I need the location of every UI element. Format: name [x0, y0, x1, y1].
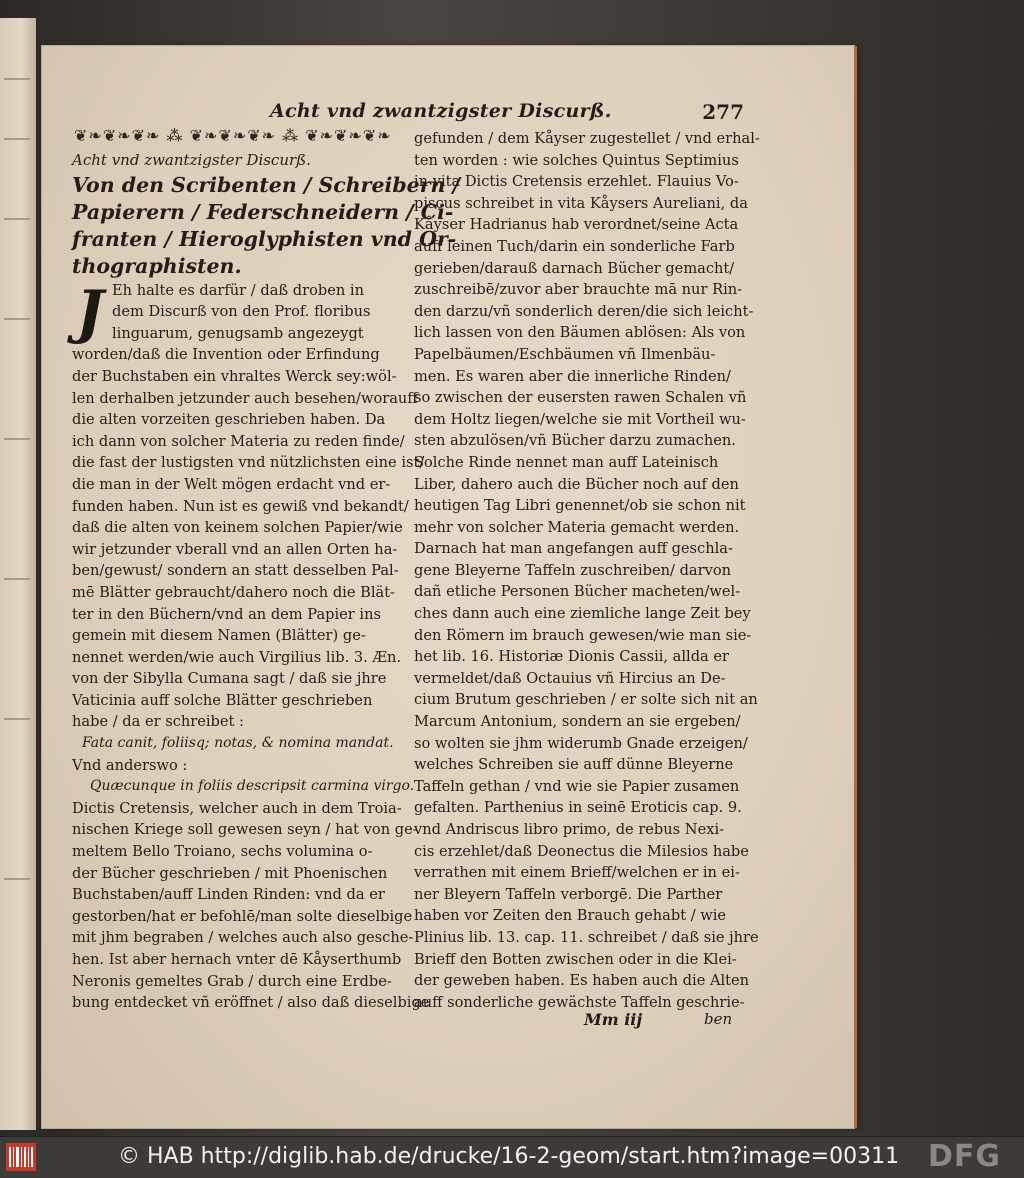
text-line: den darzu/vñ sonderlich deren/die sich leicht-: [414, 302, 754, 320]
text-line: gestorben/hat er befohlē/man solte dieselbige: [72, 907, 413, 925]
text-line: bung entdecket vñ eröffnet / also daß dieselbige: [72, 994, 430, 1012]
text-line: zuschreibē/zuvor aber brauchte mā nur Rin-: [414, 281, 743, 299]
text-line: in vita Dictis Cretensis erzehlet. Flauius Vo-: [414, 173, 739, 191]
text-line: Taffeln gethan / vnd wie sie Papier zusamen: [414, 777, 740, 795]
text-line: welches Schreiben sie auff dünne Bleyerne: [414, 756, 734, 774]
drop-capital: J: [76, 277, 104, 346]
text-line: Papelbäumen/Eschbäumen vñ Ilmenbäu-: [414, 345, 716, 363]
text-line: Darnach hat man angefangen auff geschla-: [414, 540, 733, 558]
text-line: dañ etliche Personen Bücher macheten/wel-: [414, 583, 741, 601]
text-line: ben/gewust/ sondern an statt desselben Pal-: [72, 562, 399, 580]
text-line: gerieben/darauß darnach Bücher gemacht/: [414, 259, 735, 277]
text-line: Eh halte es darfür / daß droben in: [112, 281, 364, 299]
text-line: gefalten. Parthenius in seinē Eroticis cap. 9.: [414, 799, 742, 817]
text-line: ches dann auch eine ziemliche lange Zeit bey: [414, 605, 751, 623]
barcode-icon: [6, 1143, 36, 1171]
dfg-logo: DFG: [928, 1139, 1002, 1174]
text-line: dem Discurß von den Prof. floribus: [112, 303, 371, 321]
chapter-subhead: Acht vnd zwantzigster Discurß.: [72, 151, 311, 169]
latin-quote: Fata canit, foliisq; notas, & nomina mandat.: [82, 735, 394, 752]
text-line: nennet werden/wie auch Virgilius lib. 3. Æn.: [72, 648, 402, 666]
text-line: Dictis Cretensis, welcher auch in dem Troia-: [72, 799, 402, 817]
text-line: gefunden / dem Kåyser zugestellet / vnd erhal-: [414, 130, 760, 147]
text-line: cium Brutum geschrieben / er solte sich nit an: [414, 691, 758, 709]
text-line: Buchstaben/auff Linden Rinden: vnd da er: [72, 886, 385, 904]
text-line: Vnd anderswo :: [72, 756, 188, 774]
text-line: gene Bleyerne Taffeln zuschreiben/ darvon: [414, 561, 732, 579]
text-line: vermeldet/daß Octauius vñ Hircius an De-: [414, 669, 726, 687]
text-line: ner Bleyern Taffeln verborgē. Die Parther: [414, 885, 723, 903]
catchword: ben: [704, 1010, 733, 1028]
text-line: worden/daß die Invention oder Erfindung: [72, 346, 380, 364]
chapter-heading-line: Papierern / Federschneidern / Ci-: [72, 199, 454, 224]
text-line: Liber, dahero auch die Bücher noch auf den: [414, 475, 739, 493]
text-line: sten abzulösen/vñ Bücher darzu zumachen.: [414, 432, 736, 450]
text-line: funden haben. Nun ist es gewiß vnd bekandt/: [72, 497, 409, 515]
text-line: lich lassen von den Bäumen ablösen: Als von: [414, 324, 746, 342]
text-line: die alten vorzeiten geschrieben haben. Da: [72, 411, 386, 429]
text-line: so wolten sie jhm widerumb Gnade erzeigen/: [414, 734, 748, 752]
page-edge: [854, 46, 857, 1128]
text-line: ten worden : wie solches Quintus Septimius: [414, 151, 739, 169]
text-line: dem Holtz liegen/welche sie mit Vortheil wu-: [414, 410, 746, 428]
right-column: [414, 128, 760, 1013]
running-head: Acht vnd zwantzigster Discurß.: [270, 100, 612, 122]
text-line: Marcum Antonium, sondern an sie ergeben/: [414, 713, 741, 731]
text-line: het lib. 16. Historiæ Dionis Cassii, allda er: [414, 648, 730, 666]
text-line: daß die alten von keinem solchen Papier/wie: [72, 519, 403, 537]
text-line: von der Sibylla Cumana sagt / daß sie jhre: [72, 670, 387, 688]
text-line: hen. Ist aber hernach vnter dē Kåyserthumb: [72, 951, 402, 968]
text-line: Solche Rinde nennet man auff Lateinisch: [414, 453, 719, 471]
text-line: die man in der Welt mögen erdacht vnd er-: [72, 475, 391, 493]
text-line: Brieff den Botten zwischen oder in die Klei-: [414, 950, 737, 968]
text-line: nischen Kriege soll gewesen seyn / hat von ge-: [72, 821, 418, 839]
text-line: verrathen mit einem Brieff/welchen er in ei-: [414, 864, 740, 882]
text-line: heutigen Tag Libri genennet/ob sie schon nit: [414, 497, 746, 515]
text-line: mē Blätter gebraucht/dahero noch die Blät-: [72, 583, 395, 601]
latin-quote: Quæcunque in foliis descripsit carmina virgo.: [90, 778, 415, 795]
text-line: ter in den Büchern/vnd an dem Papier ins: [72, 605, 381, 623]
left-column: [72, 150, 461, 1014]
text-line: auff leinen Tuch/darin ein sonderliche Farb: [414, 237, 735, 255]
footer-bar: [0, 1136, 1024, 1178]
text-line: mehr von solcher Materia gemacht werden.: [414, 518, 740, 536]
text-line: der geweben haben. Es haben auch die Alten: [414, 972, 750, 990]
previous-page-edge: [0, 18, 36, 1130]
text-line: Vaticinia auff solche Blätter geschrieben: [72, 691, 373, 709]
ornament-border: ❦❧❦❧❦❧ ⁂ ❦❧❦❧❦❧ ⁂ ❦❧❦❧❦❧: [74, 126, 392, 145]
chapter-heading-line: Von den Scribenten / Schreibern /: [72, 172, 461, 197]
text-line: meltem Bello Troiano, sechs volumina o-: [72, 843, 373, 861]
text-line: cis erzehlet/daß Deonectus die Milesios habe: [414, 842, 749, 860]
text-line: vnd Andriscus libro primo, de rebus Nexi-: [414, 821, 725, 838]
opening-paragraph: [72, 277, 412, 346]
text-line: den Römern im brauch gewesen/wie man sie-: [414, 626, 752, 644]
text-line: der Buchstaben ein vhraltes Werck sey:wöl-: [72, 367, 397, 385]
text-line: habe / da er schreibet :: [72, 713, 244, 731]
text-line: Plinius lib. 13. cap. 11. schreibet / daß sie jhre: [414, 928, 759, 946]
chapter-heading-line: franten / Hieroglyphisten vnd Or-: [72, 226, 457, 251]
text-line: men. Es waren aber die innerliche Rinden/: [414, 367, 731, 385]
source-url-link[interactable]: © HAB http://diglib.hab.de/drucke/16-2-geom/start.htm?image=00311: [118, 1144, 900, 1169]
text-line: gemein mit diesem Namen (Blätter) ge-: [72, 627, 366, 645]
text-line: linguarum, genugsamb angezeygt: [112, 324, 364, 342]
text-line: wir jetzunder vberall vnd an allen Orten ha-: [72, 540, 398, 558]
text-line: mit jhm begraben / welches auch also gesche-: [72, 929, 414, 947]
text-line: Neronis gemeltes Grab / durch eine Erdbe-: [72, 972, 392, 990]
text-line: der Bücher geschrieben / mit Phoenischen: [72, 864, 388, 882]
page-number: 277: [702, 100, 744, 124]
text-line: so zwischen der eusersten rawen Schalen vñ: [414, 389, 747, 407]
text-line: die fast der lustigsten vnd nützlichsten eine ist/: [72, 454, 425, 472]
text-line: haben vor Zeiten den Brauch gehabt / wie: [414, 907, 727, 925]
text-line: auff sonderliche gewächste Taffeln geschrie-: [414, 993, 745, 1011]
signature-mark: Mm iij: [584, 1010, 643, 1029]
text-line: piscus schreibet in vita Kåysers Aureliani, da: [414, 194, 748, 212]
text-line: ich dann von solcher Materia zu reden finde/: [72, 432, 405, 450]
text-line: Kåyser Hadrianus hab verordnet/seine Acta: [414, 216, 739, 234]
chapter-heading-line: thographisten.: [72, 253, 242, 278]
text-line: len derhalben jetzunder auch besehen/worauff: [72, 389, 418, 407]
